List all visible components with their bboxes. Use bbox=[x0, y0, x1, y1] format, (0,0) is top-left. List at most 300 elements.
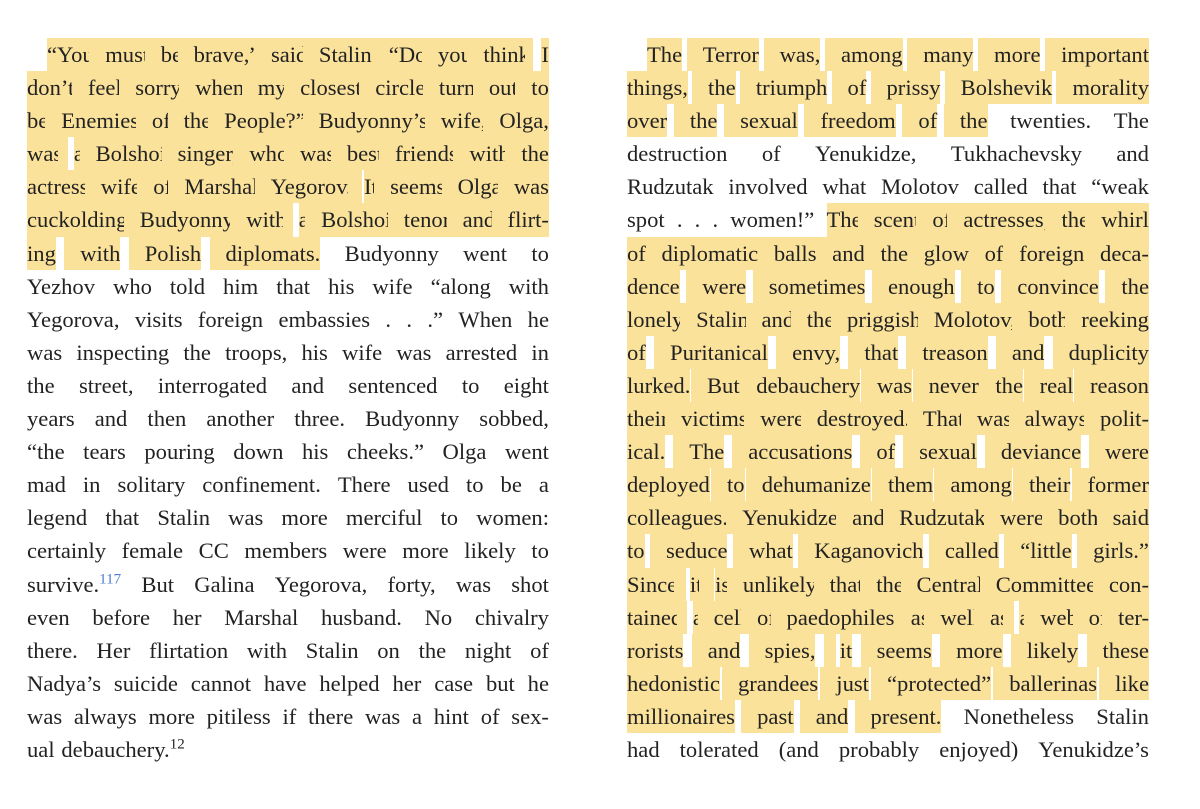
word: polit- bbox=[1100, 402, 1149, 435]
word: was, bbox=[780, 38, 821, 71]
word: with bbox=[80, 237, 120, 270]
word: The bbox=[1113, 108, 1149, 134]
word: real bbox=[1040, 369, 1074, 402]
word: her bbox=[392, 670, 422, 696]
word: likely bbox=[1027, 634, 1078, 667]
word: things, bbox=[627, 71, 688, 104]
word: of bbox=[627, 336, 646, 369]
word: destruction bbox=[627, 141, 728, 167]
word: Stalin bbox=[1096, 703, 1149, 729]
word: closest bbox=[300, 71, 362, 104]
word: That bbox=[923, 402, 964, 435]
word: the bbox=[876, 568, 904, 601]
word: helped bbox=[319, 670, 380, 696]
word: diplomats. bbox=[226, 237, 321, 270]
text-line bbox=[27, 435, 549, 468]
word: their bbox=[1029, 468, 1070, 501]
word: of bbox=[480, 703, 500, 729]
word: Molotov bbox=[881, 174, 959, 200]
word: “along bbox=[430, 273, 491, 299]
word: Yegorova, bbox=[27, 306, 120, 332]
word: be bbox=[500, 472, 522, 498]
word: accusations bbox=[748, 435, 852, 468]
word: con- bbox=[1109, 568, 1149, 601]
word: to bbox=[627, 534, 645, 567]
word: it bbox=[690, 568, 703, 601]
word: if bbox=[282, 703, 297, 729]
word: Puritanical bbox=[670, 336, 768, 369]
text-line bbox=[27, 667, 549, 700]
word: unlikely bbox=[743, 568, 817, 601]
word: best bbox=[347, 137, 383, 170]
text-line bbox=[627, 468, 1149, 501]
word: Olga, bbox=[499, 104, 549, 137]
word: both bbox=[1058, 501, 1098, 534]
word: never bbox=[929, 369, 979, 402]
word: was bbox=[977, 402, 1012, 435]
text-line bbox=[27, 369, 549, 402]
word: were bbox=[702, 270, 746, 303]
text-line bbox=[627, 170, 1149, 203]
word: Budyonny bbox=[365, 406, 460, 432]
word: enjoyed) bbox=[939, 736, 1019, 762]
word: Central bbox=[917, 568, 984, 601]
word: seems bbox=[877, 634, 932, 667]
word: the bbox=[521, 137, 549, 170]
word: was bbox=[27, 137, 62, 170]
word: was bbox=[228, 505, 264, 531]
word: as bbox=[990, 601, 1009, 634]
word: Bolshoi bbox=[96, 137, 166, 170]
word: the bbox=[690, 104, 718, 137]
word: a bbox=[538, 472, 549, 498]
word: victims bbox=[681, 402, 748, 435]
word: Stalin. bbox=[319, 38, 377, 71]
word: cell bbox=[714, 601, 747, 634]
word: Yenukidze, bbox=[815, 141, 917, 167]
word: that bbox=[276, 273, 311, 299]
word: always bbox=[73, 703, 137, 729]
word: lurked. bbox=[627, 369, 690, 402]
word: Bolshevik bbox=[961, 71, 1053, 104]
word: Molotov, bbox=[934, 303, 1016, 336]
word: the bbox=[960, 104, 988, 137]
word: tenor bbox=[404, 203, 450, 236]
text-line bbox=[27, 104, 549, 137]
word: spot bbox=[627, 207, 665, 233]
text-line bbox=[627, 303, 1149, 336]
word: ual bbox=[27, 736, 55, 762]
word: Budyonny bbox=[140, 203, 234, 236]
word: tained bbox=[627, 601, 682, 634]
word: flirt- bbox=[508, 203, 549, 236]
word: the bbox=[1121, 270, 1149, 303]
word: and bbox=[463, 203, 496, 236]
word: of bbox=[761, 141, 781, 167]
text-line bbox=[27, 501, 549, 534]
word: more bbox=[994, 38, 1040, 71]
word: before bbox=[92, 604, 151, 630]
word: with bbox=[469, 137, 509, 170]
word: diplomatic bbox=[662, 237, 759, 270]
word: as bbox=[911, 601, 930, 634]
text-line bbox=[627, 402, 1149, 435]
word: who bbox=[113, 273, 152, 299]
word: CC bbox=[198, 538, 229, 564]
word: to bbox=[531, 240, 549, 266]
word: Marshal bbox=[184, 170, 258, 203]
word: their bbox=[627, 402, 668, 435]
word: deca- bbox=[1100, 237, 1149, 270]
word: in bbox=[531, 339, 549, 365]
word: just bbox=[836, 667, 869, 700]
word: to bbox=[977, 270, 995, 303]
word: a bbox=[411, 703, 422, 729]
word: of bbox=[530, 637, 549, 663]
word: to bbox=[440, 505, 459, 531]
word: to bbox=[461, 372, 480, 398]
word: of bbox=[985, 237, 1004, 270]
word: feel bbox=[88, 71, 122, 104]
word: twenties. bbox=[1010, 108, 1092, 134]
word: Stalin bbox=[696, 303, 749, 336]
word: my bbox=[258, 71, 287, 104]
word: called bbox=[945, 534, 999, 567]
text-line bbox=[627, 667, 1149, 700]
word: of bbox=[848, 71, 867, 104]
word: No bbox=[424, 604, 453, 630]
word: .” bbox=[427, 306, 444, 332]
word: visits bbox=[134, 306, 183, 332]
word: “the bbox=[27, 439, 65, 465]
word: on bbox=[377, 637, 400, 663]
word: reason bbox=[1090, 369, 1149, 402]
word: former bbox=[1088, 468, 1149, 501]
word: spies, bbox=[765, 634, 816, 667]
word: that bbox=[105, 505, 140, 531]
text-line bbox=[27, 534, 549, 567]
word: I bbox=[541, 38, 549, 71]
word: Nonetheless bbox=[963, 703, 1075, 729]
word: well bbox=[940, 601, 979, 634]
word: that bbox=[864, 336, 898, 369]
word: of bbox=[932, 203, 951, 236]
word: flirtation bbox=[149, 637, 229, 663]
text-line bbox=[627, 700, 1149, 733]
word: was bbox=[455, 571, 491, 597]
word: mad bbox=[27, 472, 66, 498]
word: were bbox=[342, 538, 387, 564]
word: deviance bbox=[1001, 435, 1081, 468]
word: prissy bbox=[887, 71, 941, 104]
word: (and bbox=[778, 736, 819, 762]
word: down bbox=[233, 439, 284, 465]
word: But bbox=[141, 571, 175, 597]
word: his bbox=[301, 339, 328, 365]
word: Yezhov bbox=[27, 273, 96, 299]
word: freedom bbox=[820, 104, 895, 137]
word: solitary bbox=[117, 472, 186, 498]
text-line bbox=[27, 402, 549, 435]
word: it bbox=[840, 634, 853, 667]
word: sexual bbox=[919, 435, 977, 468]
word: he bbox=[527, 670, 549, 696]
text-line bbox=[627, 270, 1149, 303]
word: survive.$^{117}$ bbox=[27, 570, 122, 597]
word: was bbox=[365, 703, 401, 729]
word: “weak bbox=[1091, 174, 1149, 200]
word: tolerated bbox=[679, 736, 759, 762]
word: Terror bbox=[703, 38, 759, 71]
word: think bbox=[483, 38, 529, 71]
word: of bbox=[153, 170, 172, 203]
text-line bbox=[27, 203, 549, 236]
text-line bbox=[627, 634, 1149, 667]
word: and bbox=[1116, 141, 1149, 167]
text-line bbox=[627, 568, 1149, 601]
word: Enemies bbox=[61, 104, 139, 137]
word: actress bbox=[27, 170, 88, 203]
word: Tukhachevsky bbox=[950, 141, 1082, 167]
word: Committee bbox=[996, 568, 1096, 601]
word: and bbox=[94, 406, 128, 432]
word: inspecting bbox=[76, 339, 170, 365]
word: was bbox=[27, 703, 63, 729]
word: were bbox=[1105, 435, 1149, 468]
word: Polish bbox=[145, 237, 202, 270]
word: foreign bbox=[197, 306, 264, 332]
word: friends bbox=[395, 137, 458, 170]
word: present. bbox=[871, 700, 942, 733]
word: Olga bbox=[458, 170, 502, 203]
word: more bbox=[956, 634, 1002, 667]
word: when bbox=[195, 71, 244, 104]
word: of bbox=[918, 104, 937, 137]
word: chivalry bbox=[474, 604, 549, 630]
word: certainly bbox=[27, 538, 107, 564]
word: women: bbox=[476, 505, 549, 531]
word: singer, bbox=[178, 137, 238, 170]
word: was bbox=[300, 137, 335, 170]
word: the bbox=[1061, 203, 1089, 236]
word: pitiless bbox=[206, 703, 271, 729]
word: three. bbox=[294, 406, 346, 432]
word: legend bbox=[27, 505, 88, 531]
word: the bbox=[807, 303, 835, 336]
word: cannot bbox=[190, 670, 251, 696]
word: of bbox=[757, 601, 776, 634]
word: said bbox=[1113, 501, 1149, 534]
word: be bbox=[27, 104, 48, 137]
word: lonely bbox=[627, 303, 683, 336]
word: among bbox=[841, 38, 903, 71]
word: a bbox=[74, 137, 84, 170]
word: scent bbox=[874, 203, 920, 236]
word: actresses, bbox=[963, 203, 1049, 236]
text-line bbox=[627, 336, 1149, 369]
word: ballerinas bbox=[1009, 667, 1097, 700]
word: morality bbox=[1072, 71, 1149, 104]
word: destroyed. bbox=[817, 402, 911, 435]
footnote-link[interactable]: 117 bbox=[99, 570, 122, 587]
word: had bbox=[627, 736, 660, 762]
word: that bbox=[830, 568, 864, 601]
word: troops, bbox=[225, 339, 288, 365]
word: and bbox=[708, 634, 741, 667]
word: were bbox=[760, 402, 804, 435]
word: sobbed, bbox=[479, 406, 549, 432]
word: tears bbox=[83, 439, 126, 465]
word: with bbox=[246, 637, 288, 663]
text-line bbox=[627, 435, 1149, 468]
word: Yegorov. bbox=[271, 170, 352, 203]
word: his bbox=[328, 273, 355, 299]
word: cuckolding bbox=[27, 203, 127, 236]
word: his bbox=[301, 439, 329, 465]
word: but bbox=[485, 670, 515, 696]
text-line bbox=[627, 137, 1149, 170]
word: called bbox=[973, 174, 1028, 200]
text-line bbox=[27, 568, 549, 601]
word: with bbox=[508, 273, 549, 299]
word: and bbox=[291, 372, 325, 398]
word: night bbox=[464, 637, 512, 663]
word: sometimes bbox=[769, 270, 866, 303]
word: girls.” bbox=[1093, 534, 1149, 567]
word: was bbox=[514, 170, 549, 203]
word: the bbox=[995, 369, 1023, 402]
word: were bbox=[1000, 501, 1044, 534]
word: whirl bbox=[1101, 203, 1149, 236]
text-line bbox=[627, 237, 1149, 270]
word: out bbox=[489, 71, 518, 104]
word: “little bbox=[1020, 534, 1071, 567]
word: more bbox=[402, 538, 449, 564]
text-line bbox=[627, 601, 1149, 634]
word: told bbox=[169, 273, 206, 299]
word: a bbox=[299, 203, 309, 236]
word: the bbox=[708, 71, 736, 104]
word: embassies bbox=[278, 306, 371, 332]
word: Nadya’s bbox=[27, 670, 102, 696]
word: there bbox=[308, 703, 354, 729]
word: husband. bbox=[320, 604, 402, 630]
word: “You bbox=[47, 38, 94, 71]
word: have bbox=[263, 670, 307, 696]
word: People?” bbox=[224, 104, 306, 137]
word: deployed bbox=[627, 468, 710, 501]
word: to bbox=[465, 472, 484, 498]
word: cheeks.” bbox=[346, 439, 424, 465]
word: wife bbox=[101, 170, 141, 203]
word: and bbox=[816, 700, 849, 733]
word: shot bbox=[511, 571, 549, 597]
word: women!” bbox=[730, 207, 815, 233]
word: ical. bbox=[627, 435, 665, 468]
word: to bbox=[531, 71, 549, 104]
word: him bbox=[223, 273, 259, 299]
text-line bbox=[27, 336, 549, 369]
word: sexual bbox=[740, 104, 798, 137]
word: . bbox=[694, 207, 701, 233]
word: rorists bbox=[627, 634, 683, 667]
word: Rudzutak bbox=[627, 174, 714, 200]
word: wife, bbox=[441, 104, 487, 137]
word: Budyonny bbox=[344, 240, 439, 266]
word: the bbox=[418, 637, 447, 663]
left-text-column bbox=[27, 38, 549, 766]
word: was bbox=[877, 369, 912, 402]
word: and bbox=[1012, 336, 1045, 369]
word: even bbox=[27, 604, 70, 630]
word: “Do bbox=[389, 38, 427, 71]
word: of bbox=[876, 435, 895, 468]
word: The bbox=[689, 435, 724, 468]
text-line bbox=[627, 71, 1149, 104]
word: over bbox=[627, 104, 667, 137]
word: and bbox=[852, 501, 885, 534]
word: Since bbox=[627, 568, 677, 601]
word: went bbox=[463, 240, 508, 266]
word: who bbox=[249, 137, 288, 170]
word: in bbox=[82, 472, 101, 498]
word: arrested bbox=[445, 339, 518, 365]
word: of bbox=[627, 237, 646, 270]
word: be bbox=[161, 38, 182, 71]
word: always bbox=[1025, 402, 1088, 435]
word: There bbox=[337, 472, 391, 498]
word: confinement. bbox=[202, 472, 321, 498]
word: Bolshoi bbox=[321, 203, 391, 236]
word: pouring bbox=[144, 439, 215, 465]
word: with bbox=[246, 203, 286, 236]
text-line bbox=[27, 71, 549, 104]
word: the bbox=[183, 339, 211, 365]
word: said bbox=[271, 38, 307, 71]
word: important bbox=[1061, 38, 1149, 71]
word: Kaganovich bbox=[814, 534, 923, 567]
word: to bbox=[531, 538, 549, 564]
word: among bbox=[950, 468, 1012, 501]
text-line bbox=[27, 137, 549, 170]
word: many bbox=[923, 38, 973, 71]
word: . bbox=[406, 306, 413, 332]
word: convince bbox=[1017, 270, 1099, 303]
word: Her bbox=[96, 637, 131, 663]
word: “protected” bbox=[887, 667, 991, 700]
word: wife bbox=[372, 273, 413, 299]
word: circle bbox=[375, 71, 425, 104]
word: reeking bbox=[1081, 303, 1149, 336]
text-line bbox=[627, 369, 1149, 402]
word: suicide bbox=[113, 670, 178, 696]
word: It bbox=[364, 170, 378, 203]
text-line bbox=[27, 700, 549, 733]
word: probably bbox=[838, 736, 920, 762]
text-line bbox=[27, 634, 549, 667]
text-line bbox=[27, 303, 549, 336]
word: Yegorova, bbox=[274, 571, 368, 597]
word: what bbox=[749, 534, 793, 567]
text-line bbox=[27, 468, 549, 501]
word: them bbox=[888, 468, 933, 501]
word: street, bbox=[78, 372, 134, 398]
word: priggish bbox=[847, 303, 921, 336]
word: likely bbox=[464, 538, 516, 564]
word: of bbox=[1089, 601, 1108, 634]
word: female bbox=[121, 538, 184, 564]
word: years bbox=[27, 406, 75, 432]
